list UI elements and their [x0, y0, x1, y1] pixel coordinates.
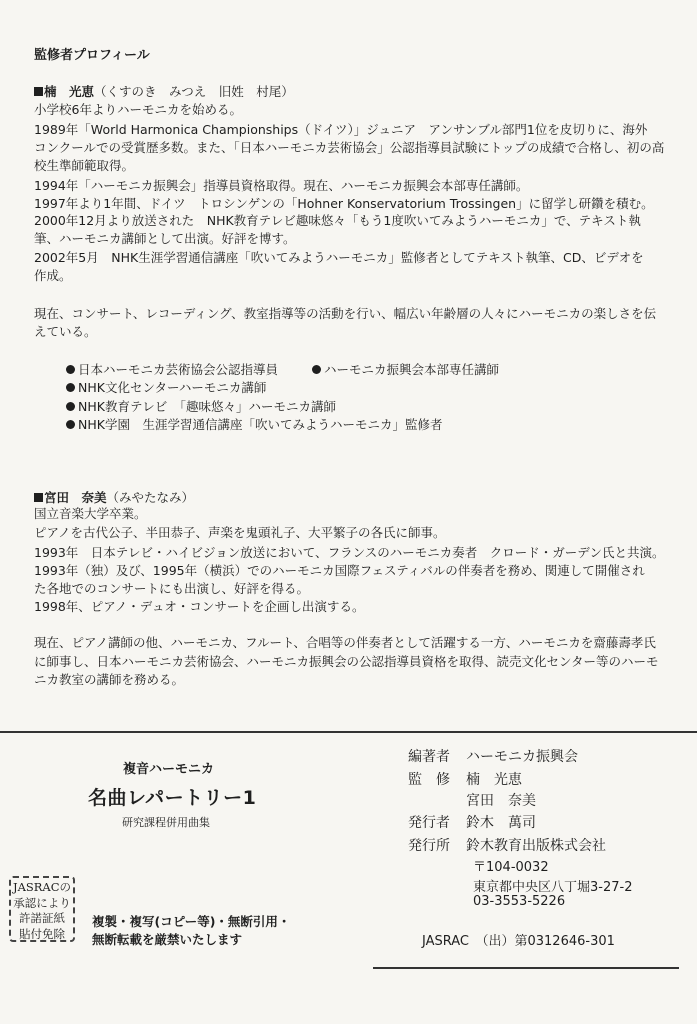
profile-heading: 監修者プロフィール: [34, 48, 150, 63]
person2-line: 1993年（独）及び、1995年（横浜）でのハーモニカ国際フェスティバルの伴奏者を務め、関連して開催され: [34, 563, 645, 578]
person1-line: コンクールでの受賞歴多数。また、「日本ハーモニカ芸術協会」公認指導員試験にトップの成績で合格し、初の高: [34, 140, 665, 155]
bullet-dot-icon: [66, 383, 75, 392]
book-title: 名曲レパートリー1: [88, 787, 257, 809]
person2-line: 1998年、ピアノ・デュオ・コンサートを企画し出演する。: [34, 599, 365, 614]
copyright-notice: 複製・複写(コピー等)・無断引用・ 無断転載を厳禁いたします: [92, 914, 291, 947]
person2-line: 1993年 日本テレビ・ハイビジョン放送において、フランスのハーモニカ奏者 クロード・ガーデン氏と共演。: [34, 545, 665, 560]
person1-reading: （くすのき みつえ 旧姓 村尾）: [94, 84, 294, 99]
credential-item: NHK文化センターハーモニカ講師: [66, 378, 266, 396]
person1-line: 1989年「World Harmonica Championships（ドイツ）」ジュニア アンサンブル部門1位を皮切りに、海外: [34, 122, 648, 137]
person2-current: に師事し、日本ハーモニカ芸術協会、ハーモニカ振興会の公認指導員資格を取得、読売文化センター等のハーモ: [34, 654, 659, 669]
square-bullet-icon: [34, 493, 43, 502]
bullet-dot-icon: [66, 365, 75, 374]
person2-name: 宮田 奈美: [44, 490, 107, 505]
editor-label: 編著者: [408, 749, 450, 765]
person2-line: 国立音楽大学卒業。: [34, 506, 147, 521]
series-name: 複音ハーモニカ: [123, 762, 215, 777]
bullet-dot-icon: [66, 402, 75, 411]
book-subtitle: 研究課程併用曲集: [122, 816, 210, 829]
person2-header: [34, 488, 194, 506]
person2-reading: （みやたなみ）: [106, 490, 195, 505]
person1-name: 楠 光恵: [44, 84, 95, 99]
person1-line: 作成。: [34, 268, 72, 283]
person1-line: 2002年5月 NHK生涯学習通信講座「吹いてみようハーモニカ」監修者としてテキスト執筆、CD、ビデオを: [34, 250, 644, 265]
person1-line: 筆、ハーモニカ講師として出演。好評を博す。: [34, 231, 296, 246]
publishing-house-name: 鈴木教育出版株式会社: [466, 838, 606, 854]
phone-number: 03-3553-5226: [473, 894, 566, 909]
person1-current: 現在、コンサート、レコーディング、教室指導等の活動を行い、幅広い年齢層の人々にハーモニカの楽しさを伝: [34, 306, 657, 321]
postal-code: 〒104-0032: [473, 860, 549, 875]
publisher-label: 発行者: [408, 815, 450, 831]
person1-line: 2000年12月より放送された NHK教育テレビ趣味悠々「もう1度吹いてみようハーモニカ」で、テキスト執: [34, 213, 641, 228]
supervisor-name: 宮田 奈美: [466, 793, 536, 809]
supervisor-name: 楠 光恵: [466, 772, 522, 788]
colophon-divider: [0, 731, 697, 733]
square-bullet-icon: [34, 87, 43, 96]
credential-item: ハーモニカ振興会本部専任講師: [312, 360, 499, 378]
person2-line: た各地でのコンサートにも出演し、好評を得る。: [34, 581, 310, 596]
jasrac-number: JASRAC （出）第0312646-301: [422, 934, 615, 949]
person2-line: ピアノを古代公子、半田恭子、声楽を鬼頭礼子、大平繁子の各氏に師事。: [34, 525, 446, 540]
person2-current: 現在、ピアノ講師の他、ハーモニカ、フルート、合唱等の伴奏者として活躍する一方、ハーモニカを齋藤壽孝氏: [34, 635, 656, 650]
credential-item: NHK学園 生涯学習通信講座「吹いてみようハーモニカ」監修者: [66, 415, 442, 433]
bullet-dot-icon: [312, 365, 321, 374]
jasrac-stamp: JASRACの 承認により 許諾証紙 貼付免除: [9, 876, 75, 942]
person1-line: 1997年より1年間、ドイツ トロシンゲンの「Hohner Konservatorium Trossingen」に留学し研鑽を積む。: [34, 196, 654, 211]
supervisor-label: 監 修: [408, 772, 450, 788]
editor-name: ハーモニカ振興会: [466, 749, 578, 765]
address: 東京都中央区八丁堀3-27-2: [473, 880, 633, 895]
bullet-dot-icon: [66, 420, 75, 429]
publisher-name: 鈴木 萬司: [466, 815, 536, 831]
credits-bottom-rule: [373, 967, 679, 969]
credential-item: 日本ハーモニカ芸術協会公認指導員: [66, 360, 278, 378]
credential-item: NHK教育テレビ 「趣味悠々」ハーモニカ講師: [66, 397, 336, 415]
person1-header: [34, 82, 294, 100]
person1-line: 校生準師範取得。: [34, 158, 135, 173]
person2-current: ニカ教室の講師を務める。: [34, 672, 185, 687]
person1-line: 小学校6年よりハーモニカを始める。: [34, 102, 242, 117]
person1-current: えている。: [34, 324, 97, 339]
person1-line: 1994年「ハーモニカ振興会」指導員資格取得。現在、ハーモニカ振興会本部専任講師。: [34, 178, 529, 193]
publishing-house-label: 発行所: [408, 838, 450, 854]
